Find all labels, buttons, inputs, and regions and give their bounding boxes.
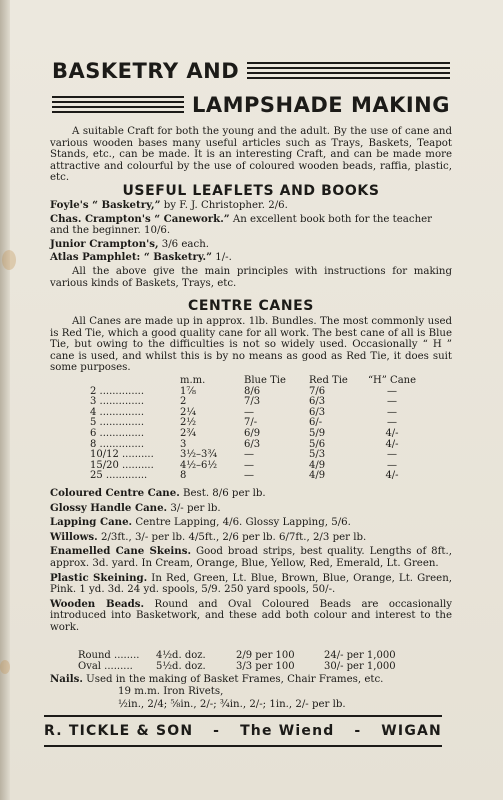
cane-blue-price: — bbox=[244, 459, 254, 471]
bead-type: Oval ......... bbox=[78, 661, 133, 672]
nails-line-3: ½in., 2/4; ⅝in., 2/-; ¾in., 2/-; 1in., 2/- per lb. bbox=[118, 699, 346, 711]
cane-h-price: 4/- bbox=[385, 427, 399, 439]
cane-red-price: 5/3 bbox=[309, 449, 326, 461]
leaflet-item: Foyle's “ Basketry,” by F. J. Christopher. 2/6. bbox=[50, 199, 288, 211]
leaflets-summary: All the above give the main principles with instructions for making various kinds of Baskets, Trays, etc. bbox=[50, 265, 452, 289]
cane-h-price: — bbox=[387, 449, 397, 461]
cane-h-price: — bbox=[387, 417, 397, 429]
cane-price-table bbox=[90, 376, 417, 482]
cane-h-price: — bbox=[387, 385, 397, 397]
leaflet-item: Atlas Pamphlet: “ Basketry.” 1/-. bbox=[50, 251, 232, 264]
product-item: Coloured Centre Cane. Best. 8/6 per lb. bbox=[50, 487, 266, 499]
cane-blue-price: 8/6 bbox=[244, 385, 261, 397]
cane-h-price: 4/- bbox=[385, 438, 399, 450]
column-header: Red Tie bbox=[309, 375, 348, 386]
cane-mm: 4½–6½ bbox=[180, 459, 218, 471]
nails-line-2: 19 m.m. Iron Rivets, bbox=[118, 685, 224, 697]
cane-blue-price: — bbox=[244, 406, 254, 418]
cane-red-price: 7/6 bbox=[309, 385, 326, 397]
cane-red-price: 4/9 bbox=[309, 470, 326, 482]
title-text-2: LAMPSHADE MAKING bbox=[191, 93, 450, 117]
title-rule-left bbox=[52, 96, 184, 114]
leaflet-item: Junior Crampton's, 3/6 each. bbox=[50, 237, 209, 250]
cane-mm: 2 bbox=[180, 396, 187, 408]
cane-mm: 2½ bbox=[180, 417, 197, 429]
cane-blue-price: 6/3 bbox=[244, 438, 261, 450]
title-text-1: BASKETRY AND bbox=[52, 59, 240, 83]
cane-h-price: — bbox=[387, 396, 397, 408]
bead-doz-price: 4½d. doz. bbox=[156, 650, 206, 661]
cane-mm: 3½–3¾ bbox=[180, 449, 218, 461]
cane-red-price: 5/6 bbox=[309, 438, 326, 450]
leaflets-list bbox=[50, 200, 452, 289]
footer-separator: - bbox=[213, 723, 221, 739]
cane-size: 4 .............. bbox=[90, 406, 145, 418]
cane-red-price: 6/3 bbox=[309, 396, 326, 408]
bead-doz-price: 5½d. doz. bbox=[156, 661, 206, 672]
cane-size: 15/20 .......... bbox=[90, 459, 154, 471]
product-item: Plastic Skeining. In Red, Green, Lt. Blue, Brown, Blue, Orange, Lt. Green, Pink. 1 yd. 3d. 24 yd. spools, 5/9. 250 yard spools, 50/-. bbox=[50, 571, 452, 596]
cane-size: 3 .............. bbox=[90, 396, 145, 408]
cane-red-price: 6/3 bbox=[309, 406, 326, 418]
cane-h-price: — bbox=[387, 459, 397, 471]
cane-blue-price: 7/3 bbox=[244, 396, 261, 408]
town-name: WIGAN bbox=[381, 723, 442, 739]
paper-stain bbox=[2, 250, 16, 270]
leaflet-item: Chas. Crampton's “ Canework.” An excellent book both for the teacher and the beginner. 10/6. bbox=[50, 212, 433, 237]
cane-mm: 8 bbox=[180, 470, 187, 482]
bead-100-price: 2/9 per 100 bbox=[236, 650, 295, 661]
footer-address bbox=[44, 722, 442, 740]
bead-1000-price: 24/- per 1,000 bbox=[324, 650, 396, 661]
bead-row bbox=[78, 661, 396, 672]
cane-blue-price: — bbox=[244, 449, 254, 461]
cane-red-price: 4/9 bbox=[309, 459, 326, 471]
bead-row bbox=[78, 650, 396, 661]
cane-size: 2 .............. bbox=[90, 385, 145, 397]
paper-stain bbox=[0, 660, 10, 674]
product-list bbox=[50, 488, 452, 634]
cane-h-price: — bbox=[387, 406, 397, 418]
cane-row bbox=[90, 429, 417, 440]
cane-size: 5 .............. bbox=[90, 417, 145, 429]
bead-price-table bbox=[78, 650, 396, 672]
cane-size: 25 ............. bbox=[90, 470, 148, 482]
title-rule-right bbox=[247, 62, 450, 80]
bead-1000-price: 30/- per 1,000 bbox=[324, 661, 396, 672]
product-item: Wooden Beads. Round and Oval Coloured Beads are occasionally introduced into Basketwork, and these add both colour and interest to the work. bbox=[50, 597, 453, 633]
footer-rule-bottom bbox=[44, 745, 442, 747]
cane-blue-price: 6/9 bbox=[244, 427, 261, 439]
cane-table-header bbox=[90, 376, 417, 387]
bead-100-price: 3/3 per 100 bbox=[236, 661, 295, 672]
title-line-2 bbox=[52, 90, 450, 120]
cane-blue-price: 7/- bbox=[244, 417, 258, 429]
company-name: R. TICKLE & SON bbox=[44, 723, 194, 739]
cane-row bbox=[90, 471, 417, 482]
column-header: “H” Cane bbox=[367, 375, 417, 386]
cane-h-price: 4/- bbox=[385, 470, 399, 482]
page-spine-shadow bbox=[0, 0, 10, 800]
nails-entry bbox=[50, 674, 452, 711]
cane-mm: 3 bbox=[180, 438, 187, 450]
title-line-1 bbox=[52, 56, 450, 86]
cane-mm: 2¾ bbox=[180, 427, 197, 439]
cane-red-price: 6/- bbox=[309, 417, 323, 429]
leaflets-heading: USEFUL LEAFLETS AND BOOKS bbox=[122, 183, 380, 199]
product-item: Glossy Handle Cane. 3/- per lb. bbox=[50, 501, 221, 514]
intro-paragraph: A suitable Craft for both the young and the adult. By the use of cane and various wooden bases many useful articles such as Trays, Baskets, Teapot Stands, etc., can be made. It is an interesting Craft, and can be made more attractive and colourful by the use of coloured wooden beads, raffia, plastic, etc. bbox=[50, 126, 452, 184]
cane-size: 6 .............. bbox=[90, 427, 145, 439]
centre-canes-intro: All Canes are made up in approx. 1lb. Bundles. The most commonly used is Red Tie, which a good quality cane for all work. The best cane of all is Blue Tie, but owing to the difficulties is not so widely used. Occasionally “ H ” cane is used, and whilst this is by no means as good as Red Tie, it does suit some purposes. bbox=[50, 316, 452, 374]
cane-blue-price: — bbox=[244, 470, 254, 482]
product-item: Willows. 2/3ft., 3/- per lb. 4/5ft., 2/6 per lb. 6/7ft., 2/3 per lb. bbox=[50, 530, 367, 543]
centre-canes-heading: CENTRE CANES bbox=[188, 298, 314, 314]
nails-line-1: Nails. Used in the making of Basket Frames, Chair Frames, etc. bbox=[50, 673, 384, 685]
footer-separator: - bbox=[354, 723, 362, 739]
column-header: Blue Tie bbox=[244, 375, 286, 386]
street-name: The Wiend bbox=[240, 723, 335, 739]
cane-mm: 2¼ bbox=[180, 406, 197, 418]
cane-size: 8 .............. bbox=[90, 438, 145, 450]
product-item: Lapping Cane. Centre Lapping, 4/6. Glossy Lapping, 5/6. bbox=[50, 516, 351, 529]
cane-red-price: 5/9 bbox=[309, 427, 326, 439]
footer-rule-top bbox=[44, 715, 442, 717]
product-item: Enamelled Cane Skeins. Good broad strips, best quality. Lengths of 8ft., approx. 3d. yard. In Cream, Orange, Blue, Yellow, Red, Emerald, Lt. Green. bbox=[50, 545, 453, 569]
column-header: m.m. bbox=[180, 375, 206, 386]
bead-type: Round ........ bbox=[78, 650, 140, 661]
cane-size: 10/12 .......... bbox=[90, 449, 154, 461]
cane-mm: 1⁷⁄₈ bbox=[180, 385, 197, 397]
